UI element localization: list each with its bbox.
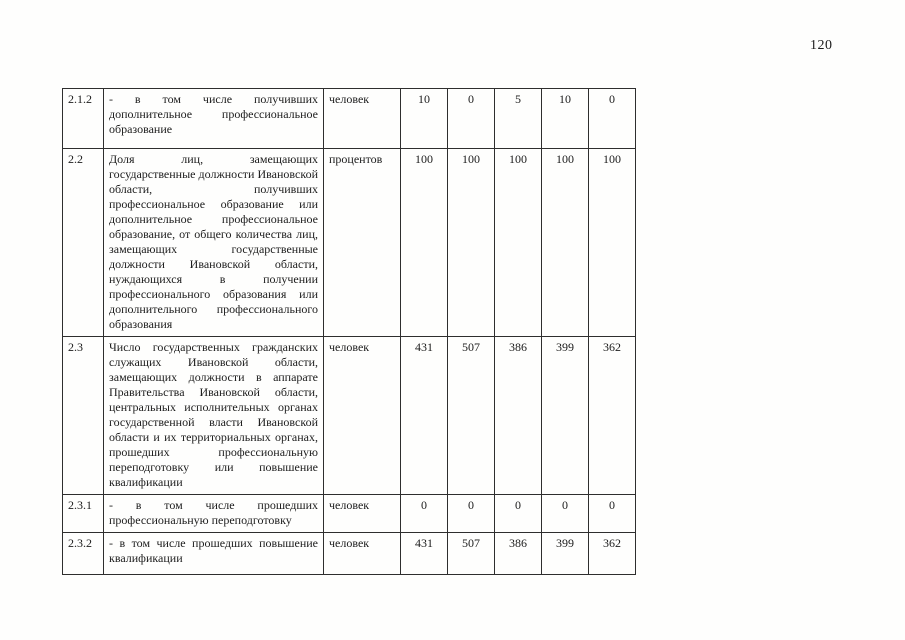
unit-cell: процентов: [324, 149, 401, 337]
value-cell: 100: [401, 149, 448, 337]
value-cell: 0: [448, 89, 495, 149]
value-cell: 10: [542, 89, 589, 149]
value-cell: 507: [448, 337, 495, 495]
value-cell: 0: [495, 495, 542, 533]
value-cell: 399: [542, 533, 589, 575]
value-cell: 100: [589, 149, 636, 337]
table-row: [63, 149, 636, 337]
page-number: 120: [810, 38, 833, 53]
value-cell: 431: [401, 533, 448, 575]
row-index-cell: 2.3: [63, 337, 104, 495]
value-cell: 0: [448, 495, 495, 533]
indicator-name-cell: - в том числе прошедших профессиональную переподготовку: [104, 495, 324, 533]
indicator-name-cell: - в том числе прошедших повышение квалификации: [104, 533, 324, 575]
indicators-table: [62, 88, 636, 575]
table-row: [63, 495, 636, 533]
table-row: [63, 337, 636, 495]
value-cell: 362: [589, 337, 636, 495]
value-cell: 507: [448, 533, 495, 575]
value-cell: 0: [401, 495, 448, 533]
value-cell: 0: [589, 89, 636, 149]
value-cell: 0: [589, 495, 636, 533]
value-cell: 100: [542, 149, 589, 337]
value-cell: 100: [448, 149, 495, 337]
row-index-cell: 2.3.2: [63, 533, 104, 575]
value-cell: 10: [401, 89, 448, 149]
unit-cell: человек: [324, 337, 401, 495]
value-cell: 431: [401, 337, 448, 495]
value-cell: 399: [542, 337, 589, 495]
row-index-cell: 2.2: [63, 149, 104, 337]
indicator-name-cell: Число государственных гражданских служащих Ивановской области, замещающих должности в аппарате Правительства Ивановской области, центральных исполнительных органах государственной власти Ивановской области и их территориальных органах, прошедших профессиональную переподготовку или повышение квалификации: [104, 337, 324, 495]
unit-cell: человек: [324, 89, 401, 149]
table-row: [63, 533, 636, 575]
row-index-cell: 2.3.1: [63, 495, 104, 533]
unit-cell: человек: [324, 533, 401, 575]
row-index-cell: 2.1.2: [63, 89, 104, 149]
value-cell: 0: [542, 495, 589, 533]
unit-cell: человек: [324, 495, 401, 533]
indicator-name-cell: - в том числе получивших дополнительное профессиональное образование: [104, 89, 324, 149]
value-cell: 386: [495, 533, 542, 575]
indicator-name-cell: Доля лиц, замещающих государственные должности Ивановской области, получивших профессиональное образование или дополнительное профессиональное образование, от общего количества лиц, замещающих государственные должности Ивановской области, нуждающихся в получении профессионального образования или дополнительного профессионального образования: [104, 149, 324, 337]
table-row: [63, 89, 636, 149]
value-cell: 362: [589, 533, 636, 575]
value-cell: 386: [495, 337, 542, 495]
value-cell: 5: [495, 89, 542, 149]
value-cell: 100: [495, 149, 542, 337]
